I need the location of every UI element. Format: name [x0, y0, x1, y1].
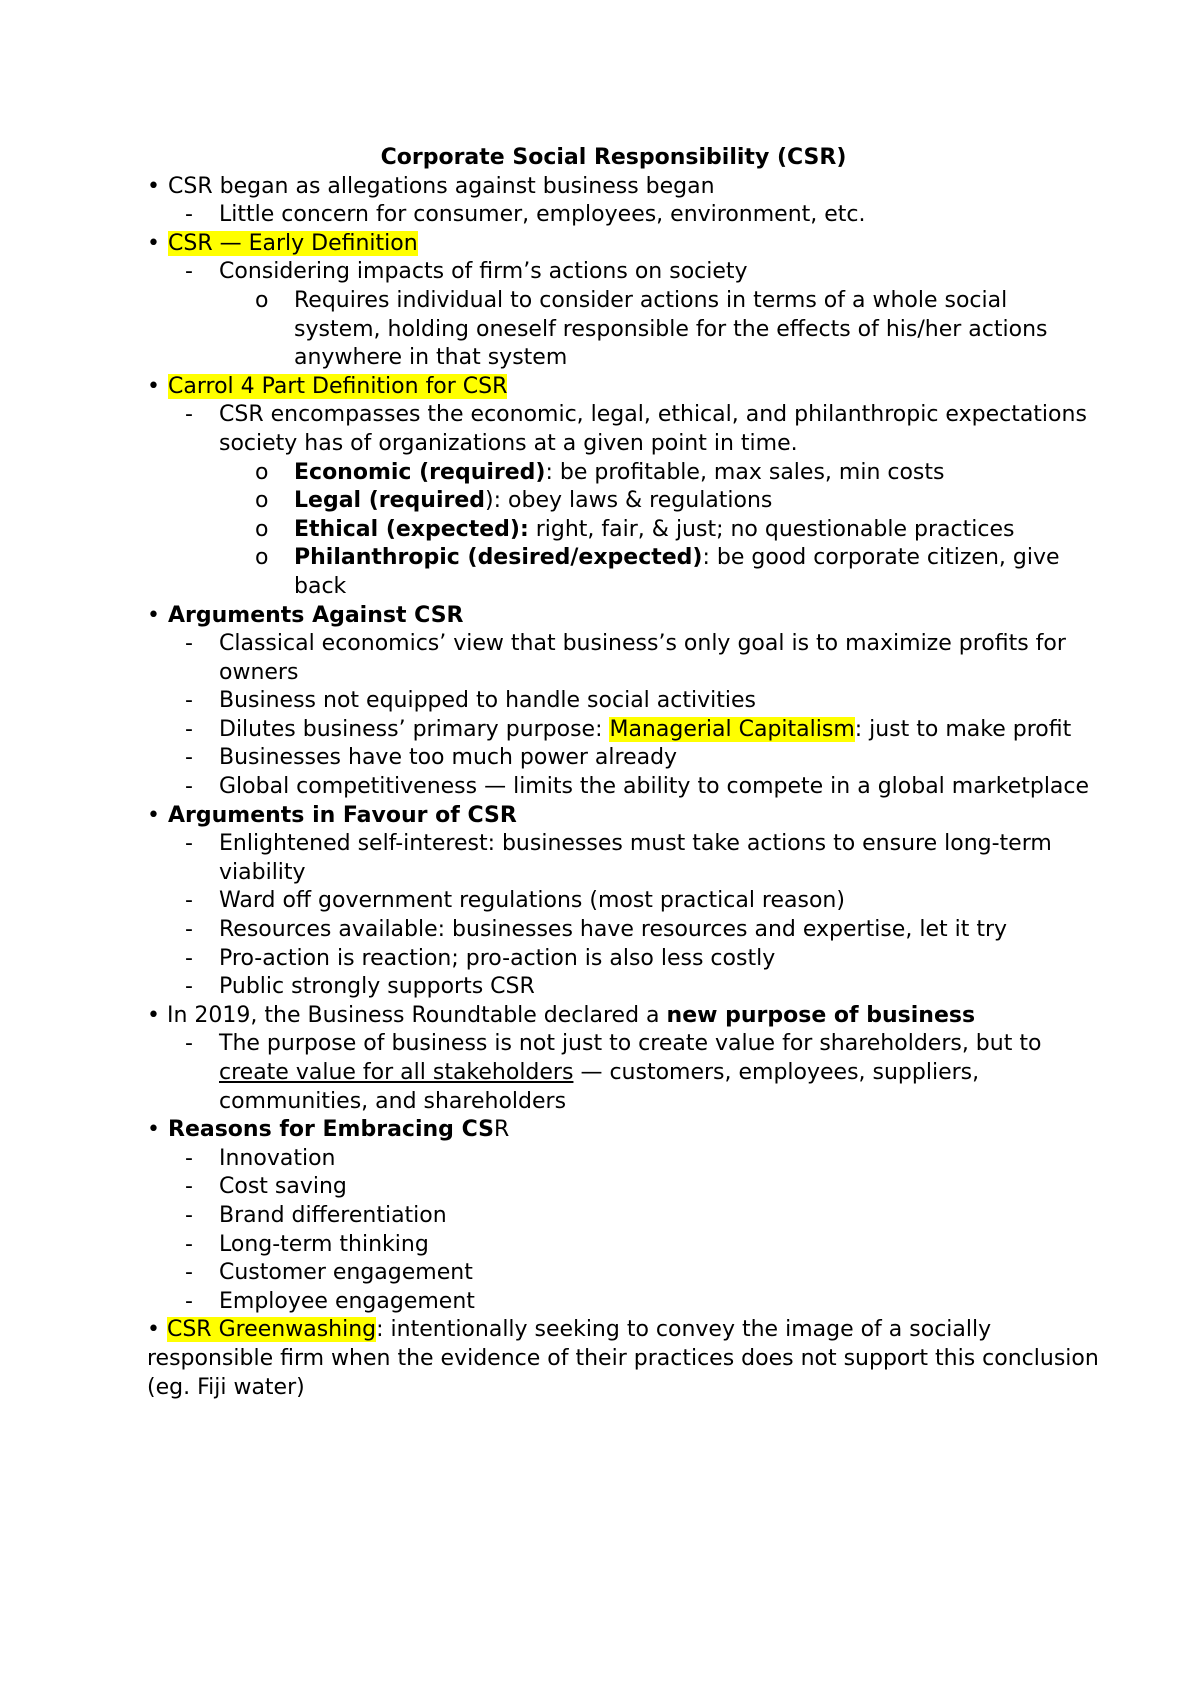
favour-item	[147, 973, 1100, 1002]
dash-marker: -	[185, 1202, 193, 1228]
reasons-heading: Reasons for Embracing CS	[168, 1117, 494, 1143]
against-item-text: Classical economics’ view that business’s only goal is to maximize profits for owners	[219, 631, 1066, 685]
bullet-marker: •	[147, 602, 160, 628]
dash-marker: -	[185, 402, 193, 428]
against-heading: Arguments Against CSR	[168, 602, 464, 628]
dash-marker: -	[185, 1031, 193, 1057]
economic-desc: : be profitable, max sales, min costs	[545, 459, 945, 485]
roundtable-item-text: The purpose of business is not just to create value for shareholders, but to	[219, 1031, 1042, 1057]
favour-item-text: Enlightened self-interest: businesses must take actions to ensure long-term viability	[219, 831, 1052, 885]
bullet-carrol-definition	[147, 373, 1100, 402]
bullet-arguments-against	[147, 602, 1100, 631]
against-item-text: Global competitiveness — limits the ability to compete in a global marketplace	[219, 774, 1090, 800]
origins-item-text: Little concern for consumer, employees, environment, etc.	[219, 202, 866, 228]
reasons-item	[147, 1145, 1100, 1174]
philanthropic-term: Philanthropic (desired/expected)	[294, 545, 703, 571]
managerial-capitalism-term: Managerial Capitalism	[609, 716, 855, 742]
dash-marker: -	[185, 945, 193, 971]
greenwashing-term: CSR Greenwashing	[166, 1317, 377, 1343]
roundtable-heading: In 2019, the Business Roundtable declared a	[166, 1002, 667, 1028]
against-item-text: Dilutes business’ primary purpose:	[219, 716, 610, 742]
reasons-item	[147, 1288, 1100, 1317]
greenwashing-desc: : intentionally seeking to convey the image of a socially responsible firm when the evidence of their practices does not support this conclusion (eg. Fiji water)	[147, 1317, 1099, 1400]
favour-item	[147, 887, 1100, 916]
early-subitem	[147, 287, 1100, 373]
ethical-desc: right, fair, & just; no questionable practices	[528, 516, 1015, 542]
roundtable-item-text-tail: — customers, employees, suppliers, communities, and shareholders	[219, 1060, 980, 1114]
dash-marker: -	[185, 1145, 193, 1171]
reasons-item-text: Cost saving	[219, 1174, 347, 1200]
dash-marker: -	[185, 259, 193, 285]
reasons-item-text: Customer engagement	[219, 1260, 473, 1286]
bullet-arguments-favour	[147, 802, 1100, 831]
against-item	[147, 744, 1100, 773]
dash-marker: -	[185, 716, 193, 742]
reasons-item	[147, 1202, 1100, 1231]
bullet-marker: •	[147, 1317, 160, 1343]
dash-marker: -	[185, 745, 193, 771]
bullet-marker: •	[147, 1117, 160, 1143]
against-item-text-tail: : just to make profit	[854, 716, 1072, 742]
new-purpose-term: new purpose of business	[666, 1002, 976, 1028]
reasons-item-text: Innovation	[219, 1145, 336, 1171]
dash-marker: -	[185, 1288, 193, 1314]
bullet-roundtable	[147, 1002, 1100, 1031]
reasons-item-text: Employee engagement	[219, 1288, 475, 1314]
dash-marker: -	[185, 202, 193, 228]
legal-term: Legal (required	[294, 488, 486, 514]
carrol-heading: Carrol 4 Part Definition for CSR	[168, 373, 508, 399]
dash-marker: -	[185, 917, 193, 943]
dash-marker: -	[185, 631, 193, 657]
dash-marker: -	[185, 1260, 193, 1286]
dash-marker: -	[185, 1174, 193, 1200]
circle-marker: o	[255, 516, 269, 542]
carrol-economic	[147, 459, 1100, 488]
favour-heading: Arguments in Favour of CSR	[168, 802, 517, 828]
reasons-item	[147, 1231, 1100, 1260]
carrol-item	[147, 401, 1100, 458]
against-item	[147, 687, 1100, 716]
bullet-marker: •	[147, 1002, 160, 1028]
against-item-text: Business not equipped to handle social activities	[219, 688, 756, 714]
early-item	[147, 258, 1100, 287]
dash-marker: -	[185, 688, 193, 714]
favour-item	[147, 916, 1100, 945]
document-title: Corporate Social Responsibility (CSR)	[380, 145, 847, 170]
circle-marker: o	[255, 459, 269, 485]
favour-item	[147, 830, 1100, 887]
origins-item	[147, 201, 1100, 230]
favour-item-text: Public strongly supports CSR	[219, 974, 535, 1000]
carrol-legal	[147, 487, 1100, 516]
philanthropic-desc: : be good corporate citizen, give back	[294, 545, 1060, 599]
carrol-philanthropic	[147, 544, 1100, 601]
dash-marker: -	[185, 831, 193, 857]
bullet-reasons	[147, 1116, 1100, 1145]
against-item	[147, 773, 1100, 802]
bullet-marker: •	[147, 173, 160, 199]
circle-marker: o	[255, 287, 269, 313]
favour-item-text: Ward off government regulations (most practical reason)	[219, 888, 845, 914]
against-item	[147, 630, 1100, 687]
against-item	[147, 716, 1100, 745]
reasons-item	[147, 1173, 1100, 1202]
carrol-ethical	[147, 516, 1100, 545]
dash-marker: -	[185, 888, 193, 914]
circle-marker: o	[255, 488, 269, 514]
bullet-marker: •	[147, 373, 160, 399]
ethical-term: Ethical (expected):	[294, 516, 529, 542]
circle-marker: o	[255, 545, 269, 571]
dash-marker: -	[185, 974, 193, 1000]
favour-item-text: Pro-action is reaction; pro-action is also less costly	[219, 945, 776, 971]
reasons-item-text: Long-term thinking	[219, 1231, 429, 1257]
favour-item-text: Resources available: businesses have resources and expertise, let it try	[219, 917, 1008, 943]
roundtable-item	[147, 1030, 1100, 1116]
bullet-origins	[147, 173, 1100, 202]
reasons-heading-tail: R	[493, 1117, 510, 1143]
reasons-item-text: Brand differentiation	[219, 1202, 447, 1228]
origins-heading: CSR began as allegations against business began	[168, 173, 715, 199]
early-subitem-text: Requires individual to consider actions in terms of a whole social system, holding oneself responsible for the effects of his/her actions anywhere in that system	[294, 287, 1048, 371]
early-definition-heading: CSR — Early Definition	[168, 230, 418, 256]
early-item-text: Considering impacts of firm’s actions on society	[219, 259, 748, 285]
reasons-item	[147, 1259, 1100, 1288]
bullet-marker: •	[147, 802, 160, 828]
dash-marker: -	[185, 1231, 193, 1257]
against-item-text: Businesses have too much power already	[219, 745, 678, 771]
favour-item	[147, 945, 1100, 974]
stakeholders-phrase: create value for all stakeholders	[219, 1060, 574, 1085]
bullet-early-definition	[147, 230, 1100, 259]
carrol-item-text: CSR encompasses the economic, legal, ethical, and philanthropic expectations society has of organizations at a given point in time.	[219, 402, 1087, 456]
bullet-greenwashing	[147, 1316, 1100, 1402]
legal-desc: ): obey laws & regulations	[485, 488, 773, 514]
economic-term: Economic (required)	[294, 459, 546, 485]
bullet-marker: •	[147, 230, 160, 256]
dash-marker: -	[185, 774, 193, 800]
